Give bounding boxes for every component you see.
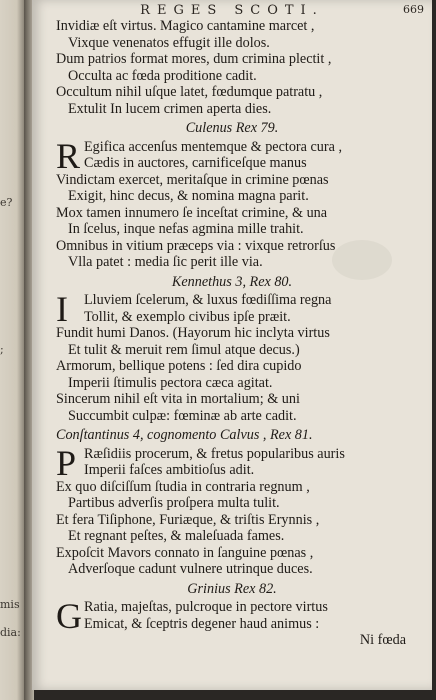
verse-line: Extulit In lucem crimen aperta dies. [68,100,272,117]
margin-fragment: dia: [0,626,21,639]
catchword: Ni fœda [359,632,406,648]
stanza-kennethus [56,289,408,424]
section-heading: Culenus Rex 79. [185,120,279,136]
verse-line: Omnibus in vitium præceps via : vixque retrorſus [56,237,336,254]
verse-line: Vindictam exercet, meritaſque in crimine pœnas [56,171,329,188]
verse-line: Lluviem ſcelerum, & luxus fœdiſſima regna [84,292,332,308]
verse-line: Partibus adverſis proſpera multa tulit. [68,495,280,511]
verse-line: Ex quo diſciſſum ſtudia in contraria regnum , [56,478,310,495]
verse-line: Armorum, bellique potens : ſed dira cupido [56,358,302,374]
verse-line: Invidiæ eſt virtus. Magico cantamine marcet , [56,18,315,34]
verse-line: Dum patrios format mores, dum crimina plectit , [56,51,332,67]
section-heading: Conſtantinus 4, cognomento Calvus , Rex 81. [56,427,313,443]
verse-line: Emicat, & ſceptris degener haud animus : [84,615,320,632]
book-page [32,0,432,690]
verse-line: Sincerum nihil eſt vita in mortalium; & uni [56,391,300,407]
verse-line: Et tulit & meruit rem ſimul atque decus.) [68,341,300,358]
verse-line: Ræſidiis procerum, & fretus popularibus auris [84,445,345,462]
stanza-grinius [56,596,408,636]
margin-fragment: mis [0,598,20,611]
margin-fragment: e? [0,196,13,209]
stanza-continued [56,18,408,117]
verse-line: In ſcelus, inque nefas agmina mille trahit. [68,221,304,237]
section-heading: Kennethus 3, Rex 80. [171,273,293,290]
verse-line: Fundit humi Danos. (Hayorum hic inclyta virtus [56,325,330,341]
verse-line: Adverſoque cadunt vulnere utrinque duces. [68,561,313,577]
drop-cap-letter: G [56,596,82,636]
stanza-constantinus [56,442,408,578]
verse-line: Egifica accenſus mentemque & pectora cura , [84,138,343,155]
verse-line: Occulta ac fœda proditione cadit. [68,67,257,84]
margin-fragment: ; [0,343,4,356]
verse-line: Exigit, hinc decus, & nomina magna parit. [68,188,309,204]
drop-cap-letter: R [56,135,81,176]
verse-line: Occultum nihil uſque latet, fœdumque patratu , [56,84,323,100]
verse-line: Mox tamen innumero ſe inceſtat crimine, & una [56,204,328,221]
verse-line: Ratia, majeſtas, pulcroque in pectore virtus [84,599,328,615]
verse-line: Imperii faſces ambitioſus adit. [84,462,255,478]
page-number: 669 [403,3,424,16]
drop-cap-letter: I [56,289,68,329]
verse-line: Succumbit culpæ: fœminæ ab arte cadit. [68,407,297,424]
verse-line: Et fera Tiſiphone, Furiæque, & triſtis Erynnis , [56,511,320,528]
stanza-culenus [56,135,408,271]
drop-cap-letter: P [56,442,77,483]
previous-page-edge [0,0,24,700]
verse-line: Vixque venenatos effugit ille dolos. [68,34,270,51]
verse-line: Vlla patet : media ſic perit ille via. [68,254,263,270]
verse-line: Et regnant peſtes, & maleſuada fames. [68,528,285,544]
verse-line: Imperii ſtimulis pectora cæca agitat. [68,374,273,391]
running-head: REGES SCOTI. [140,3,324,18]
poem-text [56,18,408,649]
verse-line: Expoſcit Mavors connato in ſanguine pœnas , [56,544,314,561]
section-heading: Grinius Rex 82. [187,580,277,597]
verse-line: Cædis in auctores, carnificeſque manus [84,155,307,171]
verse-line: Tollit, & exemplo civibus ipſe præit. [84,308,291,325]
